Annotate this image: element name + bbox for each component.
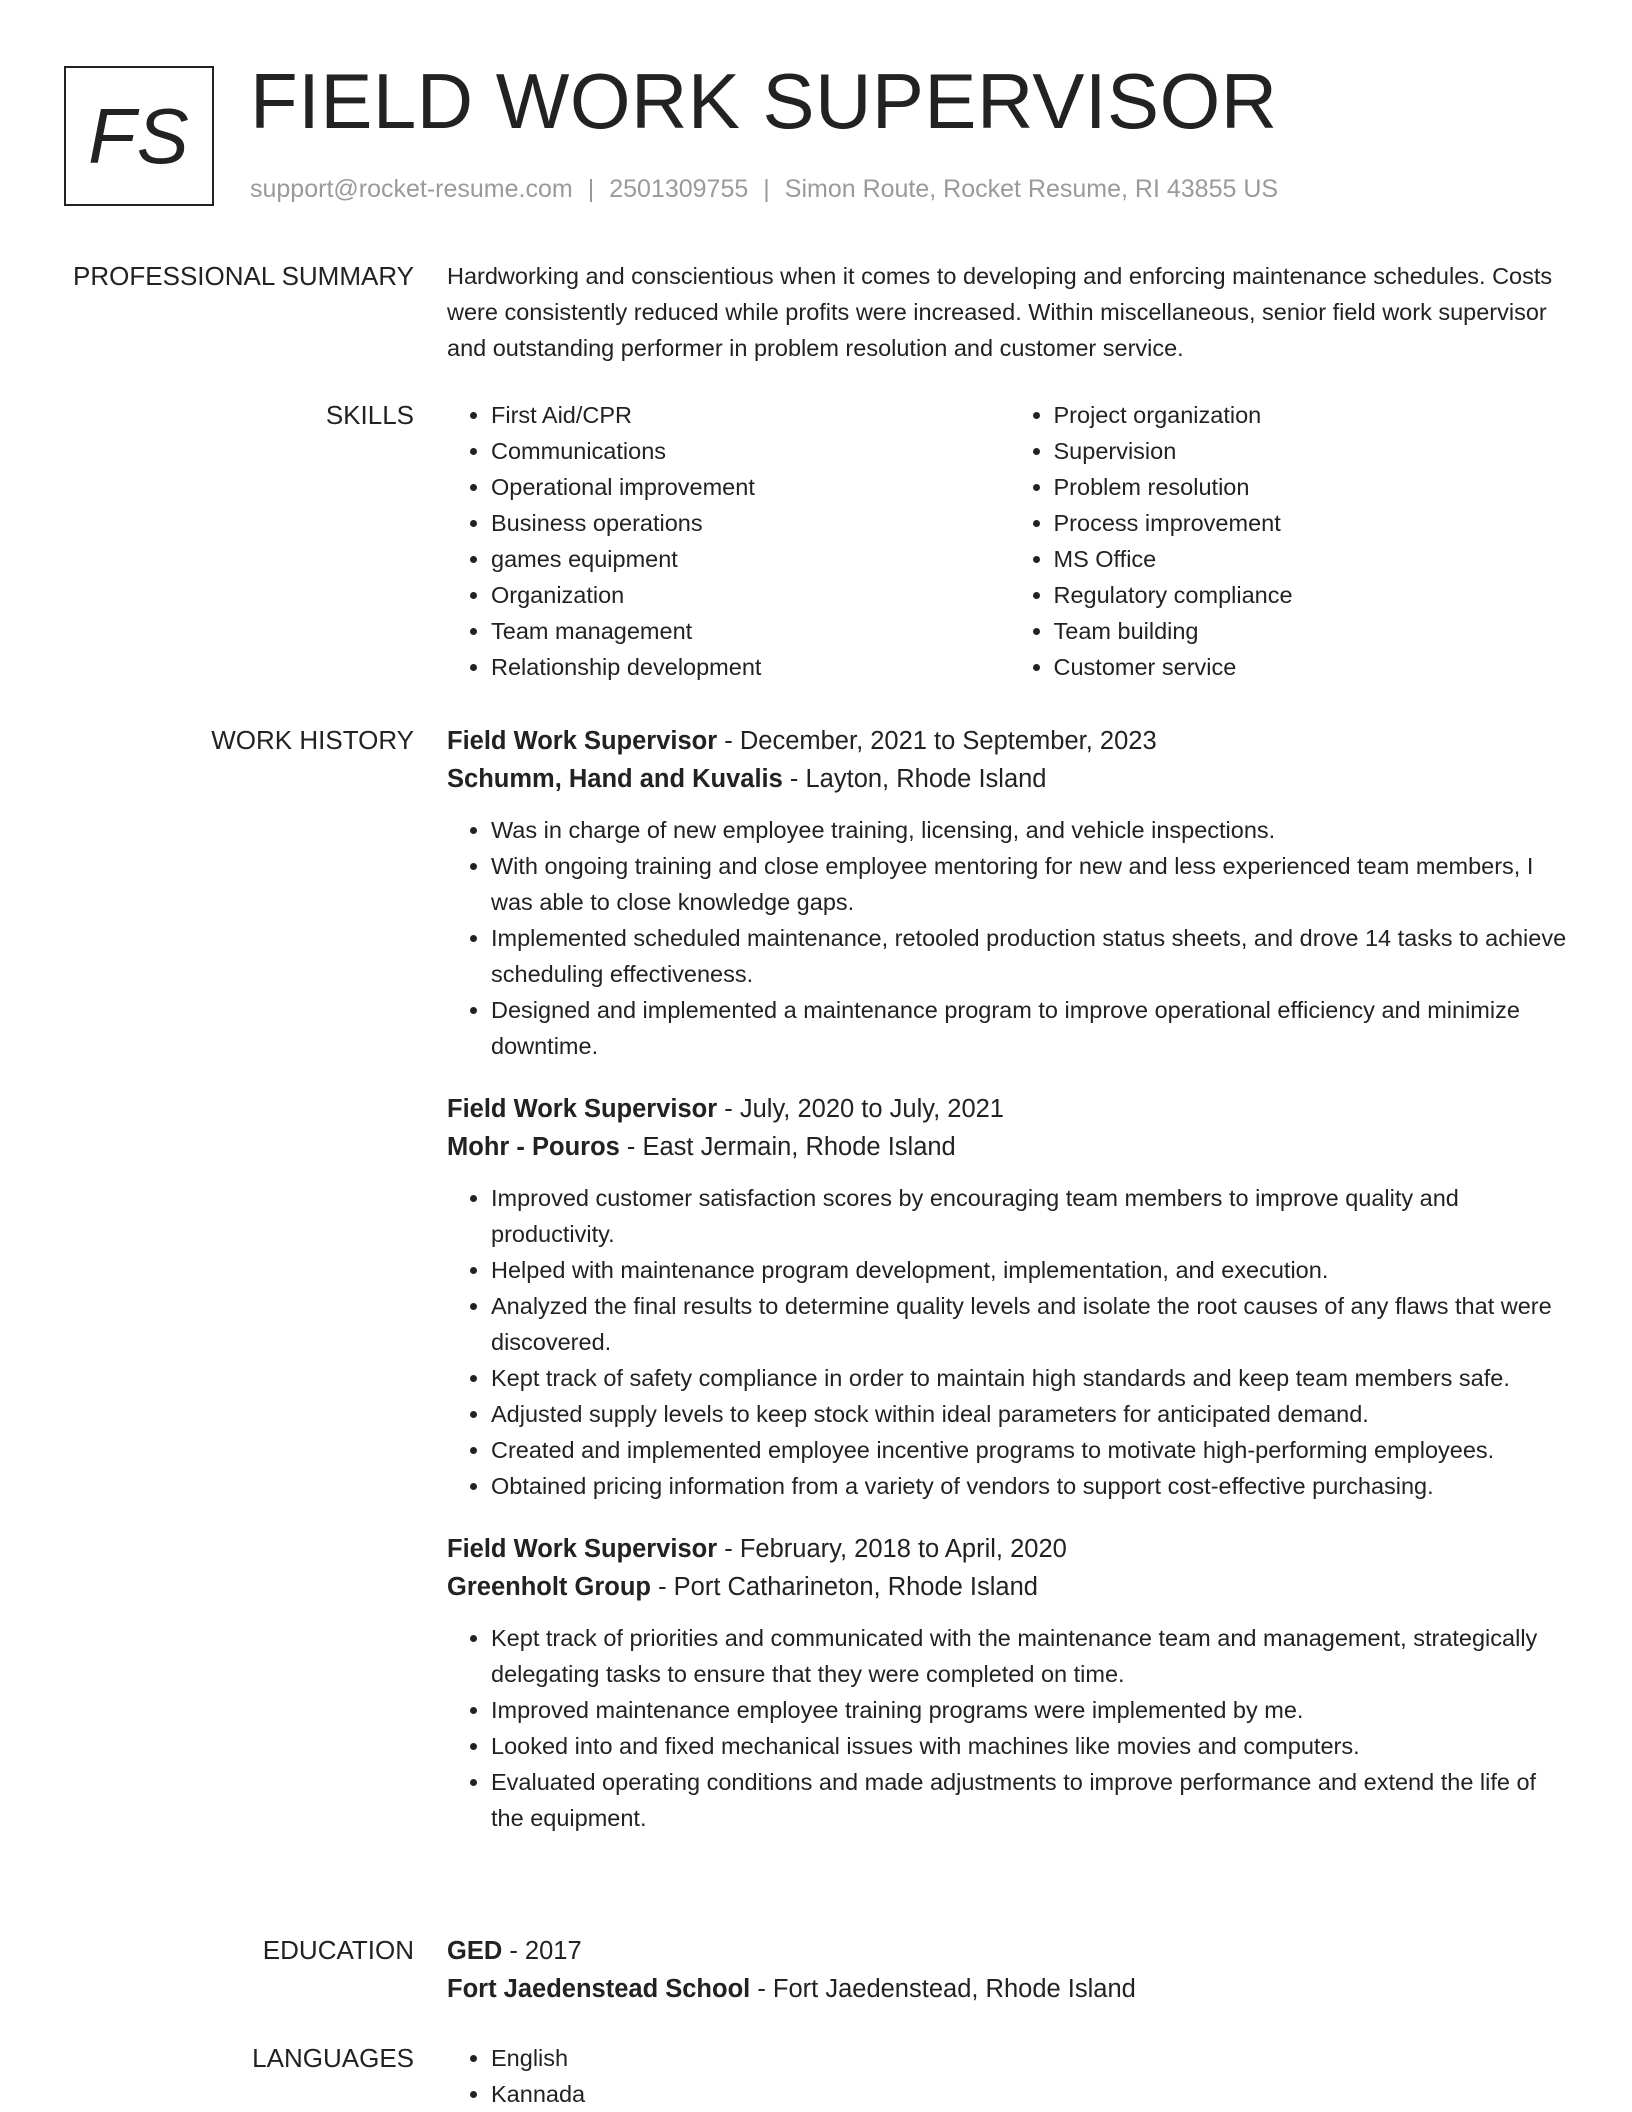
skill-item: • Customer service — [1054, 649, 1573, 685]
education-school-line — [447, 1970, 1572, 2008]
job-bullet: • Created and implemented employee incentive programs to motivate high-performing employees. — [491, 1432, 1572, 1468]
skill-item: • Project organization — [1054, 397, 1573, 433]
contact-email[interactable]: support@rocket-resume.com — [250, 175, 573, 203]
job-location: - Layton, Rhode Island — [782, 765, 1047, 793]
job-bullet: • Improved maintenance employee training programs were implemented by me. — [491, 1692, 1572, 1728]
job-bullet: • Improved customer satisfaction scores by encouraging team members to improve quality and productivity. — [491, 1180, 1572, 1252]
education-degree: GED — [447, 1937, 503, 1965]
job-bullet: • Designed and implemented a maintenance program to improve operational efficiency and minimize downtime. — [491, 992, 1572, 1064]
job-title: Field Work Supervisor — [447, 727, 718, 755]
job-bullets — [447, 1620, 1572, 1836]
job-bullet: • With ongoing training and close employee mentoring for new and less experienced team members, I was able to close knowledge gaps. — [491, 848, 1572, 920]
monogram-badge: FS — [64, 66, 214, 206]
job-dates: - December, 2021 to September, 2023 — [717, 727, 1157, 755]
contact-phone[interactable]: 2501309755 — [609, 175, 749, 203]
summary-heading: PROFESSIONAL SUMMARY — [73, 261, 414, 291]
job-bullets — [447, 1180, 1572, 1504]
summary-text: Hardworking and conscientious when it comes to developing and enforcing maintenance schedules. Costs were consistently reduced while profits were increased. Within miscellaneous, senior field work supervisor and outstanding performer in problem resolution and customer service. — [447, 263, 1553, 361]
job-bullet: • Adjusted supply levels to keep stock within ideal parameters for anticipated demand. — [491, 1396, 1572, 1432]
job-entry — [447, 1090, 1572, 1504]
page-title: FIELD WORK SUPERVISOR — [250, 57, 1278, 145]
education-location: - Fort Jaedenstead, Rhode Island — [750, 1975, 1136, 2003]
language-item: • English — [491, 2040, 1572, 2076]
contact-separator: | — [763, 175, 770, 203]
skill-item: • Team management — [491, 613, 1010, 649]
job-company: Schumm, Hand and Kuvalis — [447, 765, 783, 793]
job-company-line — [447, 1568, 1572, 1606]
languages-heading: LANGUAGES — [252, 2043, 414, 2073]
contact-separator: | — [587, 175, 595, 203]
job-bullet: • Helped with maintenance program development, implementation, and execution. — [491, 1252, 1572, 1288]
education-heading: EDUCATION — [262, 1935, 414, 1965]
skill-item: • Relationship development — [491, 649, 1010, 685]
job-title: Field Work Supervisor — [447, 1535, 718, 1563]
job-company: Mohr - Pouros — [447, 1133, 620, 1161]
job-company-line — [447, 1128, 1572, 1166]
skill-item: • Team building — [1054, 613, 1573, 649]
skill-item: • Business operations — [491, 505, 1010, 541]
skill-item: • Organization — [491, 577, 1010, 613]
job-location: - Port Catharineton, Rhode Island — [651, 1573, 1038, 1601]
job-title-line — [447, 1530, 1572, 1568]
contact-address: Simon Route, Rocket Resume, RI 43855 US — [784, 175, 1279, 203]
job-dates: - February, 2018 to April, 2020 — [717, 1535, 1067, 1563]
job-dates: - July, 2020 to July, 2021 — [717, 1095, 1004, 1123]
skill-item: • First Aid/CPR — [491, 397, 1010, 433]
job-entry — [447, 1530, 1572, 1836]
skill-item: • Operational improvement — [491, 469, 1010, 505]
job-company-line — [447, 760, 1572, 798]
skill-item: • Supervision — [1054, 433, 1573, 469]
job-bullet: • Looked into and fixed mechanical issues with machines like movies and computers. — [491, 1728, 1572, 1764]
skill-item: • games equipment — [491, 541, 1010, 577]
education-year: - 2017 — [502, 1937, 582, 1965]
skill-item: • Problem resolution — [1054, 469, 1573, 505]
job-title-line — [447, 1090, 1572, 1128]
job-entry — [447, 722, 1572, 1064]
job-title: Field Work Supervisor — [447, 1095, 718, 1123]
languages-list — [447, 2040, 1572, 2112]
job-bullet: • Implemented scheduled maintenance, retooled production status sheets, and drove 14 tasks to achieve scheduling effectiveness. — [491, 920, 1572, 992]
job-bullet: • Evaluated operating conditions and made adjustments to improve performance and extend the life of the equipment. — [491, 1764, 1572, 1836]
contact-line — [250, 175, 1278, 204]
skills-list-left — [447, 397, 1010, 685]
job-bullet: • Analyzed the final results to determine quality levels and isolate the root causes of any flaws that were discovered. — [491, 1288, 1572, 1360]
job-bullet: • Was in charge of new employee training, licensing, and vehicle inspections. — [491, 812, 1572, 848]
skills-heading: SKILLS — [325, 400, 414, 430]
skill-item: • Process improvement — [1054, 505, 1573, 541]
job-bullet: • Obtained pricing information from a variety of vendors to support cost-effective purchasing. — [491, 1468, 1572, 1504]
job-bullets — [447, 812, 1572, 1064]
job-title-line — [447, 722, 1572, 760]
skill-item: • Communications — [491, 433, 1010, 469]
job-bullet: • Kept track of safety compliance in order to maintain high standards and keep team members safe. — [491, 1360, 1572, 1396]
education-school: Fort Jaedenstead School — [447, 1975, 751, 2003]
work-history-heading: WORK HISTORY — [211, 725, 414, 755]
skills-list-right — [1010, 397, 1573, 685]
job-location: - East Jermain, Rhode Island — [619, 1133, 956, 1161]
job-bullet: • Kept track of priorities and communicated with the maintenance team and management, strategically delegating tasks to ensure that they were completed on time. — [491, 1620, 1572, 1692]
education-degree-line — [447, 1932, 1572, 1970]
skill-item: • MS Office — [1054, 541, 1573, 577]
language-item: • Kannada — [491, 2076, 1572, 2112]
job-company: Greenholt Group — [447, 1573, 651, 1601]
skill-item: • Regulatory compliance — [1054, 577, 1573, 613]
